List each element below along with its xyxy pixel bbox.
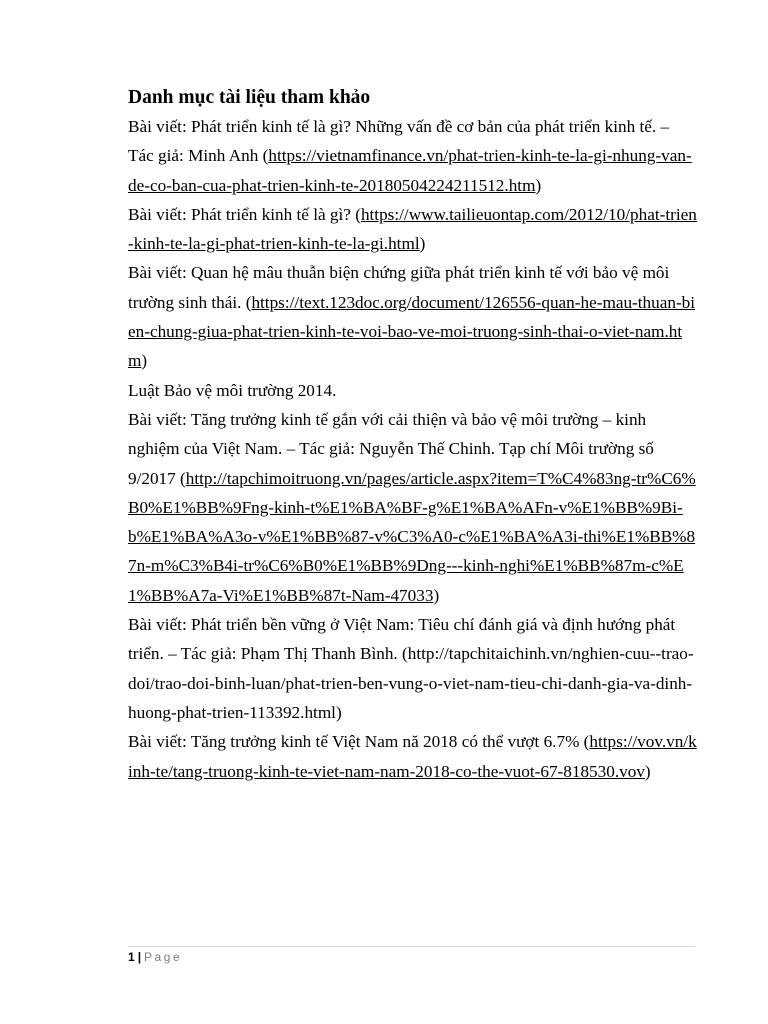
- page-label: Page: [144, 950, 183, 964]
- reference-item: [128, 405, 698, 610]
- reference-item: [128, 610, 698, 727]
- reference-text: Bài viết: Phát triển kinh tế là gì? (: [128, 204, 361, 224]
- reference-text-end: ): [644, 761, 651, 781]
- reference-item: [128, 727, 698, 786]
- reference-link[interactable]: http://tapchimoitruong.vn/pages/article.aspx?item=T%C4%83ng-tr%C6%B0%E1%BB%9Fng-kinh-t%E1%BA%BF-g%E1%BA%AFn-v%E1%BB%9Bi-b%E1%BA%A3o-v%E1%BB%87-v%C3%A0-c%E1%BA%A3i-thi%E1%BB%87n-m%C3%B4i-tr%C6%B0%E1%BB%9Dng---kinh-nghi%E1%BB%87m-c%E1%BB%A7a-Vi%E1%BB%87t-Nam-47033: [128, 468, 696, 605]
- reference-text: Bài viết: Phát triển bền vững ở Việt Nam: Tiêu chí đánh giá và định hướng phát triển. – Tác giả: Phạm Thị Thanh Bình. (http://tapchitaichinh.vn/nghien-cuu--trao-doi/trao-doi-binh-luan/phat-trien-ben-vung-o-viet-nam-tieu-chi-danh-gia-va-dinh-huong-phat-trien-113392.html): [128, 615, 694, 722]
- reference-link[interactable]: https://text.123doc.org/document/126556-quan-he-mau-thuan-bien-chung-giua-phat-trien-kinh-te-voi-bao-ve-moi-truong-sinh-thai-o-viet-nam.htm: [128, 292, 696, 371]
- reference-link[interactable]: https://vietnamfinance.vn/phat-trien-kinh-te-la-gi-nhung-van-de-co-ban-cua-phat-trien-kinh-te-20180504224211512.htm: [128, 146, 692, 195]
- reference-item: [128, 200, 698, 259]
- reference-text-end: ): [141, 351, 148, 371]
- reference-text-end: ): [433, 585, 440, 605]
- reference-link[interactable]: https://www.tailieuontap.com/2012/10/phat-trien-kinh-te-la-gi-phat-trien-kinh-te-la-gi.html: [128, 204, 697, 254]
- reference-text: Bài viết: Tăng trưởng kinh tế gắn với cải thiện và bảo vệ môi trường – kinh nghiệm của Việt Nam. – Tác giả: Nguyễn Thế Chinh. Tạp chí Môi trường số 9/2017 (: [128, 409, 654, 488]
- page-number: 1: [128, 950, 135, 964]
- references-section: [128, 83, 698, 786]
- reference-item: [128, 258, 698, 375]
- reference-text-end: ): [419, 234, 426, 254]
- reference-text: Luật Bảo vệ môi trường 2014.: [128, 380, 337, 400]
- page-footer: [128, 946, 695, 965]
- reference-text: Bài viết: Phát triển kinh tế là gì? Những vấn đề cơ bản của phát triển kinh tế. – Tác giả: Minh Anh (: [128, 117, 670, 166]
- reference-link[interactable]: https://vov.vn/kinh-te/tang-truong-kinh-te-viet-nam-nam-2018-co-the-vuot-67-818530.vov: [128, 732, 697, 781]
- reference-text-end: ): [535, 175, 542, 195]
- reference-item: [128, 112, 698, 200]
- references-heading: Danh mục tài liệu tham khảo: [128, 87, 371, 108]
- reference-text: Bài viết: Quan hệ mâu thuẫn biện chứng giữa phát triển kinh tế với bảo vệ môi trường sinh thái. (: [128, 263, 670, 312]
- reference-item: [128, 376, 698, 405]
- footer-separator: |: [137, 950, 142, 964]
- reference-text: Bài viết: Tăng trưởng kinh tế Việt Nam nă 2018 có thể vượt 6.7% (: [128, 732, 590, 752]
